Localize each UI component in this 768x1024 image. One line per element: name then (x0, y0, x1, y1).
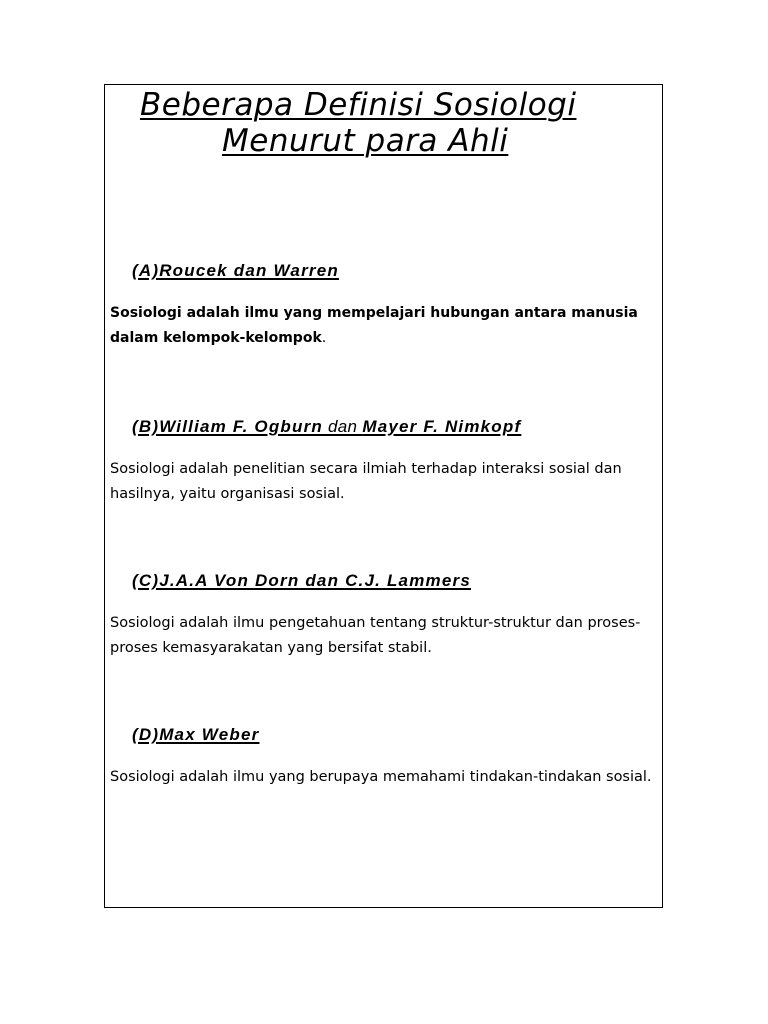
section-heading: (A)Roucek dan Warren (132, 261, 339, 280)
section-heading: (B)William F. Ogburn dan Mayer F. Nimkopf (132, 417, 522, 436)
section-von-dorn-lammers (105, 571, 662, 661)
section-heading: (D)Max Weber (132, 725, 260, 744)
document-title (105, 87, 662, 159)
section-definition: Sosiologi adalah ilmu yang mempelajari hubungan antara manusia dalam kelompok-kelompok. (110, 305, 638, 346)
document-frame (104, 84, 663, 908)
section-ogburn-nimkopf (105, 417, 662, 507)
section-definition: Sosiologi adalah penelitian secara ilmiah terhadap interaksi sosial dan hasilnya, yaitu organisasi sosial. (110, 461, 622, 502)
section-roucek-warren (105, 261, 662, 351)
section-max-weber (105, 725, 662, 790)
title-line-2: Menurut para Ahli (222, 123, 509, 159)
section-heading: (C)J.A.A Von Dorn dan C.J. Lammers (132, 571, 471, 590)
section-definition: Sosiologi adalah ilmu yang berupaya memahami tindakan-tindakan sosial. (110, 769, 652, 785)
title-line-1: Beberapa Definisi Sosiologi (140, 87, 577, 123)
section-definition: Sosiologi adalah ilmu pengetahuan tentang struktur-struktur dan proses-proses kemasyarakatan yang bersifat stabil. (110, 615, 641, 656)
